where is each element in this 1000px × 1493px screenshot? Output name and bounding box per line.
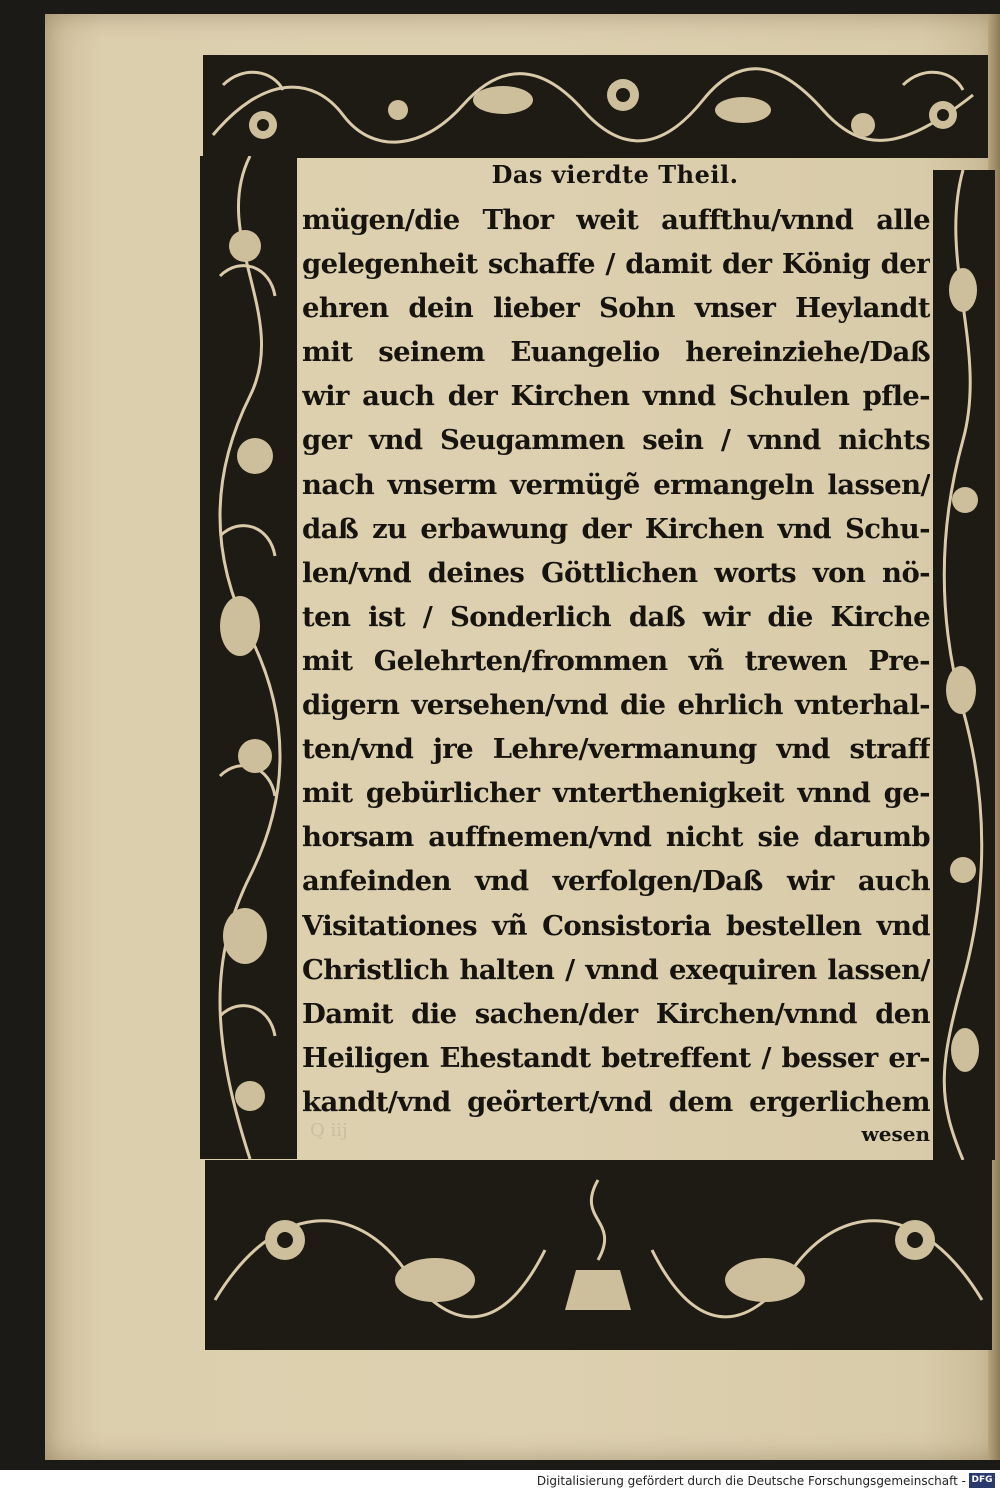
text-line: kandt/vnd geörtert/vnd dem ergerlichem	[302, 1085, 930, 1118]
ornamental-border-bottom	[205, 1160, 992, 1350]
text-line: mit seinem Euangelio hereinziehe/Daß	[302, 336, 930, 369]
body-text	[302, 198, 930, 1124]
leaf-ornament-icon	[933, 170, 995, 1160]
text-line: Visitationes vñ Consistoria bestellen vnd	[302, 909, 930, 942]
ornamental-border-left	[200, 156, 297, 1159]
text-line: daß zu erbawung der Kirchen vnd Schu-	[302, 512, 930, 545]
running-head: Das vierdte Theil.	[491, 160, 739, 189]
text-line: ten ist / Sonderlich daß wir die Kirche	[302, 600, 930, 633]
text-line: Heiligen Ehestandt betreffent / besser er-	[302, 1041, 930, 1074]
text-line: gelegenheit schaffe / damit der König der	[302, 248, 930, 281]
text-line: wir auch der Kirchen vnnd Schulen pfle-	[302, 380, 930, 413]
vase-ornament-icon	[205, 1160, 992, 1350]
text-line: horsam auffnemen/vnd nicht sie darumb	[302, 821, 930, 854]
dfg-logo-icon: DFG	[969, 1473, 995, 1488]
footer-credit: Digitalisierung gefördert durch die Deutsche Forschungsgemeinschaft -	[536, 1474, 966, 1488]
ornamental-border-right	[933, 170, 995, 1160]
text-line: mügen/die Thor weit auffthu/vnnd alle	[302, 204, 930, 236]
text-line: ten/vnd jre Lehre/vermanung vnd straff	[302, 733, 930, 766]
text-line: Christlich halten / vnnd exequiren lassen/	[302, 953, 930, 986]
text-line: nach vnserm vermügẽ ermangeln lassen/	[302, 468, 930, 501]
text-line: Damit die sachen/der Kirchen/vnnd den	[302, 997, 930, 1030]
show-through-signature: Q iij	[310, 1120, 348, 1141]
ornamental-border-top	[203, 55, 988, 158]
text-line: mit gebürlicher vnterthenigkeit vnnd ge-	[302, 777, 930, 810]
text-line: ger vnd Seugammen sein / vnnd nichts	[302, 424, 930, 457]
footer-bar	[0, 1470, 1000, 1493]
text-line: ehren dein lieber Sohn vnser Heylandt	[302, 292, 930, 325]
woodcut-ornament-icon	[203, 55, 988, 158]
text-line: digern versehen/vnd die ehrlich vnterhal-	[302, 689, 930, 722]
text-line: len/vnd deines Göttlichen worts von nö-	[302, 556, 930, 589]
text-line: mit Gelehrten/frommen vñ trewen Pre-	[302, 644, 930, 677]
text-line: anfeinden vnd verfolgen/Daß wir auch	[302, 865, 930, 898]
catchword: wesen	[861, 1122, 930, 1146]
vine-ornament-icon	[200, 156, 297, 1159]
